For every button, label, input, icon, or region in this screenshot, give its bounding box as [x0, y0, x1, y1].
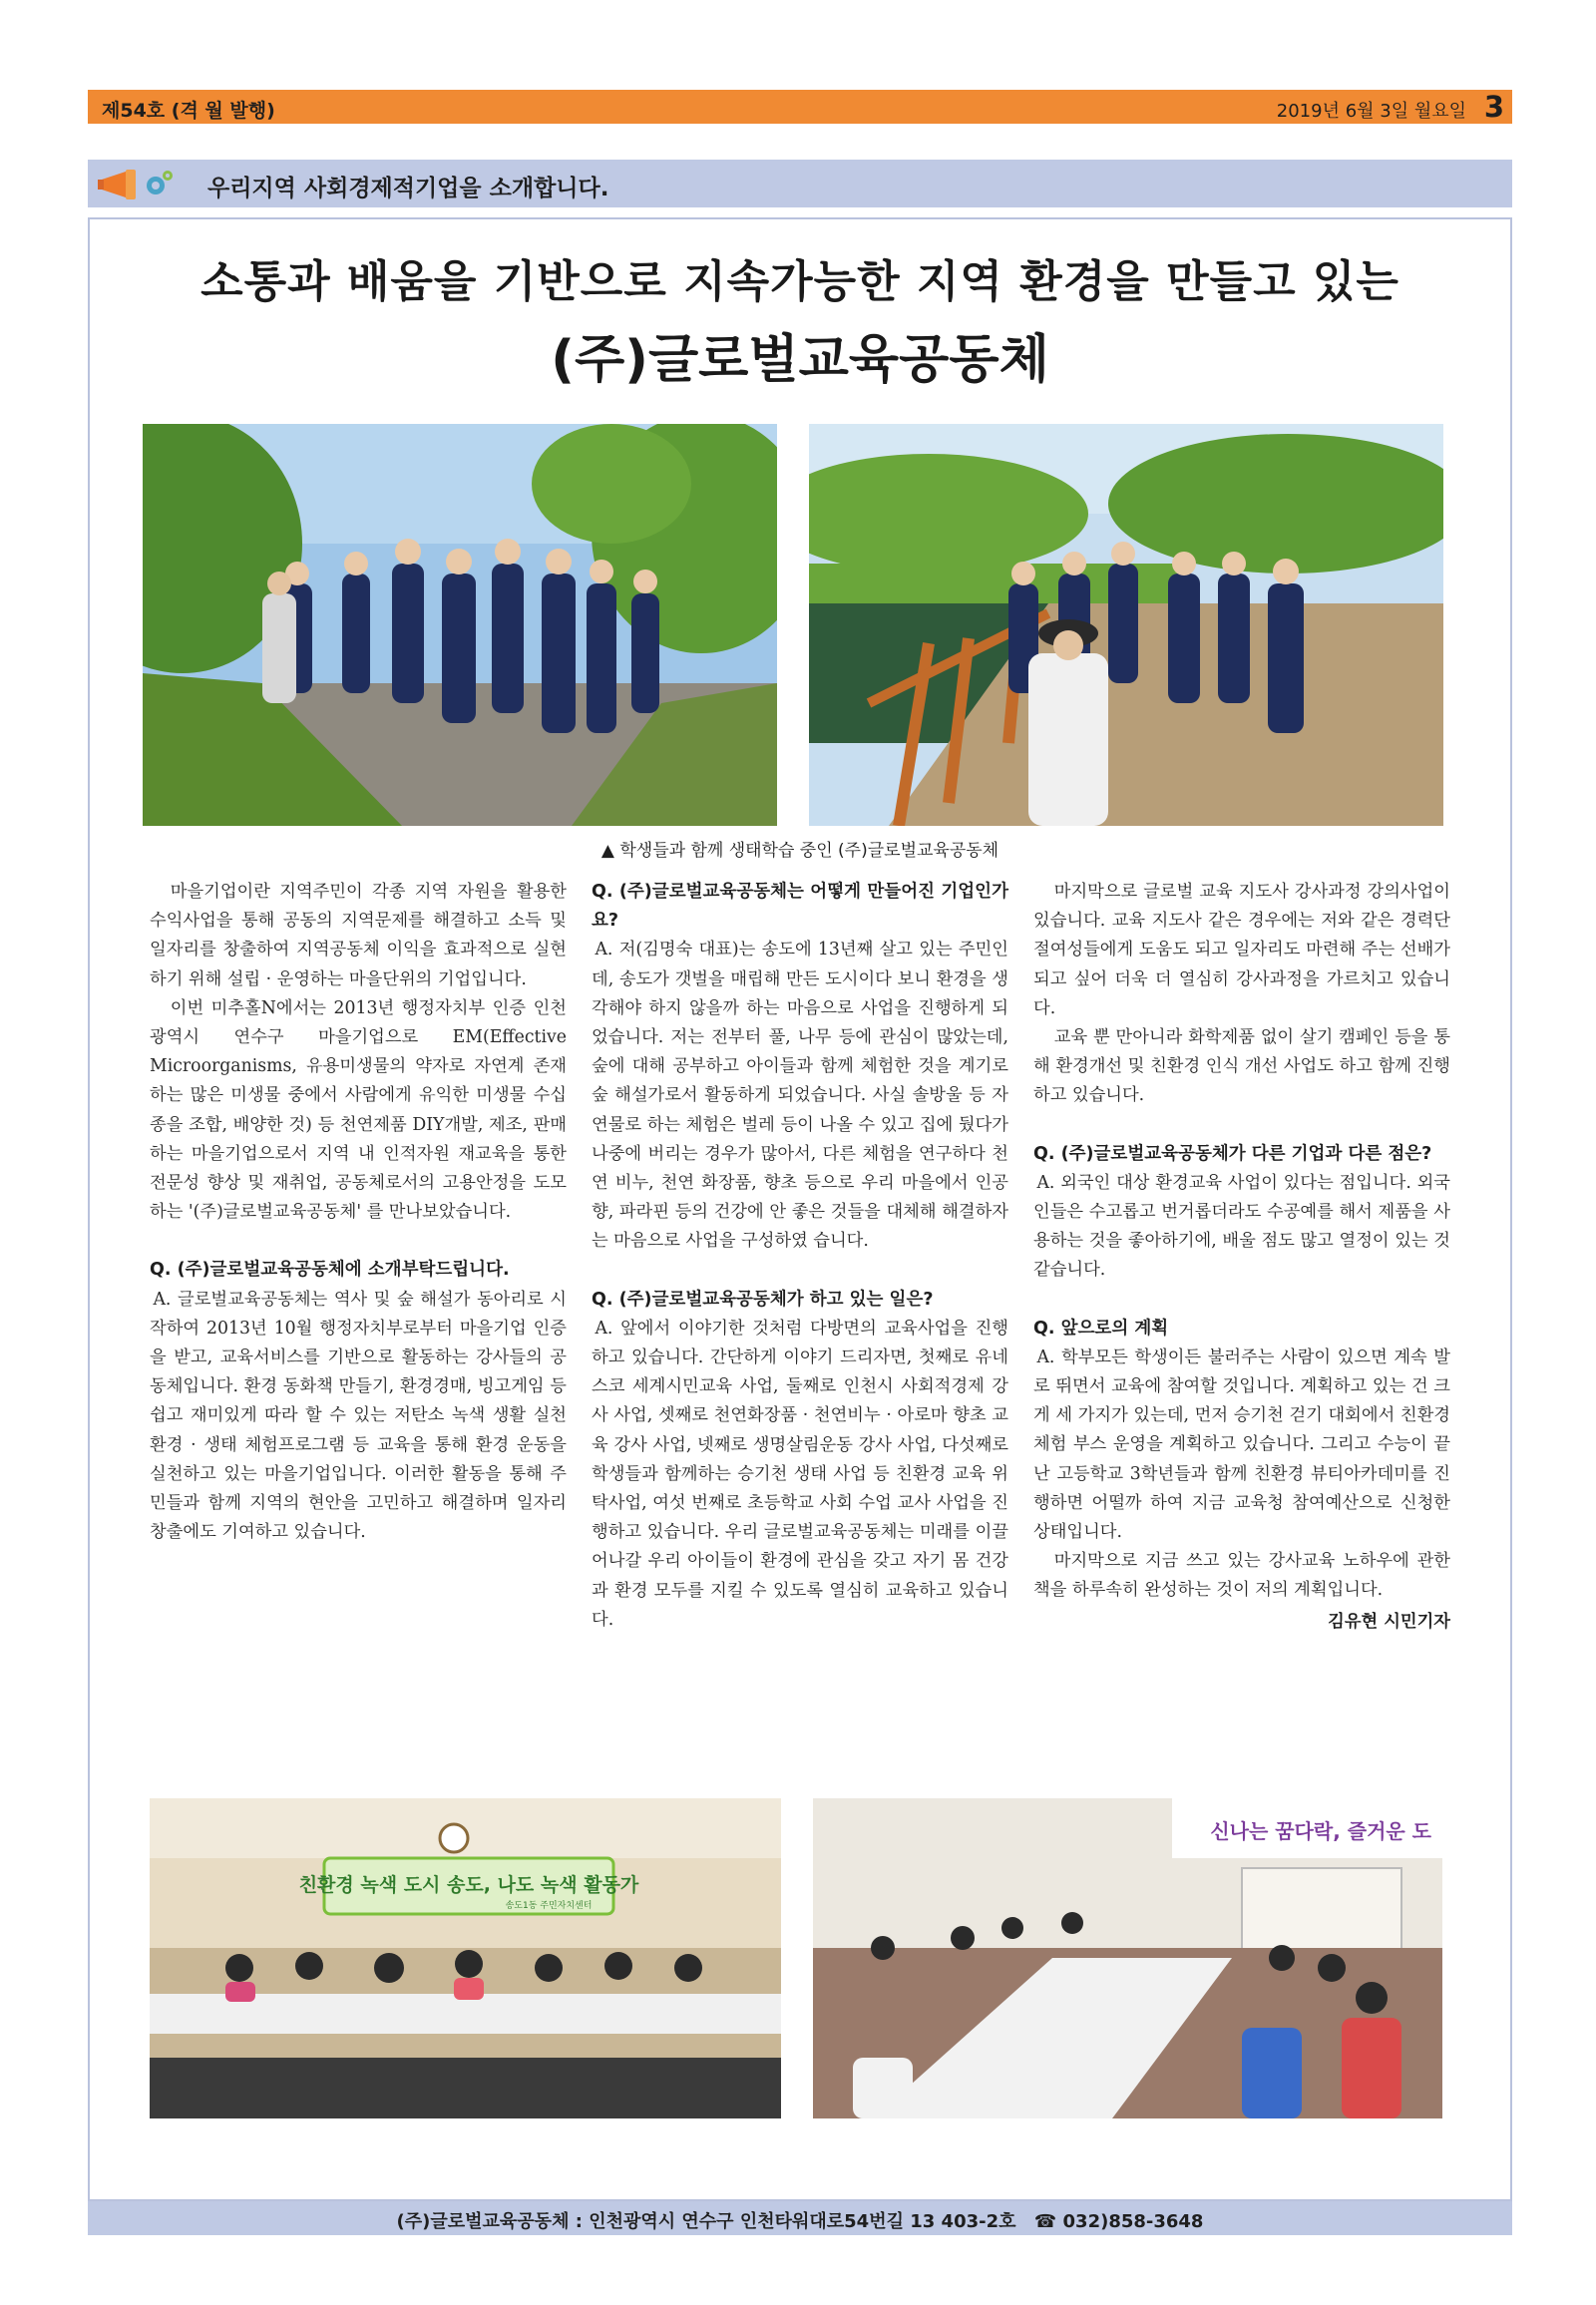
section-title: 우리지역 사회경제적기업을 소개합니다. [207, 176, 609, 201]
article-column-3 [1033, 878, 1450, 1637]
banner-subtext: 송도1동 주민자치센터 [505, 1901, 593, 1911]
banner-text: 친환경 녹색 도시 송도, 나도 녹색 활동가 [298, 1874, 639, 1896]
question-3: Q. (주)글로벌교육공동체가 하고 있는 일은? [592, 1289, 934, 1310]
footer-contact-bar [88, 2201, 1512, 2235]
photo-kids-classroom [813, 1798, 1442, 2118]
answer-5: A. 학부모든 학생이든 불러주는 사람이 있으면 계속 발로 뛰면서 교육에 참여할 것입니다. 계획하고 있는 건 크게 세 가지가 있는데, 먼저 승기천 걷기 대회에서 친환경 체험 부스 운영을 계획하고 있습니다. 그리고 수능이 끝난 고등학교 3학년들과 함께 친환경 뷰티아카데미를 진행하면 어떨까 하여 지금 교육청 참여예산으로 신청한 상태입니다. [1033, 1346, 1450, 1543]
continued-paragraph-1: 마지막으로 글로벌 교육 지도사 강사과정 강의사업이 있습니다. 교육 지도사 같은 경우에는 저와 같은 경력단절여성들에게 도움도 되고 일자리도 마련해 주는 선배가 되고 싶어 더욱 더 열심히 강사과정을 가르치고 있습니다. [1033, 882, 1450, 1018]
issue-number: 제54호 (격 월 발행) [102, 100, 275, 122]
intro-paragraph-1: 마을기업이란 지역주민이 각종 지역 자원을 활용한 수익사업을 통해 공동의 지역문제를 해결하고 소득 및 일자리를 창출하여 지역공동체 이익을 효과적으로 실현하기 위해 설립 · 운영하는 마을단위의 기업입니다. [150, 882, 567, 989]
question-4: Q. (주)글로벌교육공동체가 다른 기업과 다른 점은? [1033, 1143, 1432, 1164]
question-2: Q. (주)글로벌교육공동체는 어떻게 만들어진 기업인가요? [592, 882, 1008, 932]
intro-paragraph-2: 이번 미추홀N에서는 2013년 행정자치부 인증 인천광역시 연수구 마을기업으로 EM(Effective Microorganisms, 유용미생물의 약자로 자연계 존재하는 많은 미생물 중에서 사람에게 유익한 미생물 수십종을 조합, 배양한 것) 등 천연제품 DIY개발, 제조, 판매하는 마을기업으로서 지역 내 인적자원 재교육을 통한 전문성 향상 및 재취업, 공동체로서의 고용안정을 도모하는 '(주)글로벌교육공동체' 를 만나보았습니다. [150, 997, 567, 1223]
answer-3: A. 앞에서 이야기한 것처럼 다방면의 교육사업을 진행하고 있습니다. 간단하게 이야기 드리자면, 첫째로 유네스코 세계시민교육 사업, 둘째로 인천시 사회적경제 강사 사업, 셋째로 천연화장품 · 천연비누 · 아로마 향초 교육 강사 사업, 넷째로 생명살림운동 강사 사업, 다섯째로 학생들과 함께하는 승기천 생태 사업 등 친환경 교육 위탁사업, 여섯 번째로 초등학교 사회 수업 교사 사업을 진행하고 있습니다. 우리 글로벌교육공동체는 미래를 이끌어나갈 우리 아이들이 환경에 관심을 갖고 자기 몸 건강과 환경 모두를 지킬 수 있도록 열심히 교육하고 있습니다. [592, 1318, 1008, 1630]
footer-phone: 032)858-3648 [1062, 2211, 1204, 2232]
photo-caption: ▲ 학생들과 함께 생태학습 중인 (주)글로벌교육공동체 [600, 841, 999, 861]
banner2-text: 신나는 꿈다락, 즐거운 도 [1210, 1819, 1431, 1843]
page-header-bar [88, 90, 1512, 124]
megaphone-icon [96, 164, 176, 205]
article-column-2 [592, 878, 1008, 1635]
question-5: Q. 앞으로의 계획 [1033, 1318, 1169, 1339]
photo-students-bridge [809, 424, 1443, 826]
answer-2: A. 저(김명숙 대표)는 송도에 13년째 살고 있는 주민인데, 송도가 갯벌을 매립해 만든 도시이다 보니 환경을 생각해야 하지 않을까 하는 마음으로 사업을 진행하게 되었습니다. 저는 전부터 풀, 나무 등에 관심이 많았는데, 숲에 대해 공부하고 아이들과 함께 체험한 것을 계기로 숲 해설가로서 활동하게 되었습니다. 사실 솔방울 등 자연물로 하는 체험은 벌레 등이 나올 수 있고 집에 뒀다가 나중에 버리는 경우가 많아서, 다른 체험을 연구하다 천연 비누, 천연 화장품, 향초 등으로 우리 마을에서 인공 향, 파라핀 등의 건강에 안 좋은 것들을 대체해 해결하자는 마음으로 사업을 구성하였 습니다. [592, 940, 1008, 1252]
page-number: 3 [1483, 90, 1504, 124]
publish-date: 2019년 6월 3일 월요일 [1276, 101, 1466, 122]
photo-students-path [143, 424, 777, 826]
section-header [88, 160, 1512, 207]
footer-address: (주)글로벌교육공동체 : 인천광역시 연수구 인천타워대로54번길 13 403-2호 [396, 2211, 1016, 2232]
question-1: Q. (주)글로벌교육공동체에 소개부탁드립니다. [150, 1260, 510, 1281]
reporter-byline: 김유현 시민기자 [1328, 1611, 1450, 1632]
phone-icon: ☎ [1033, 2211, 1057, 2232]
photo-classroom-banner [150, 1798, 781, 2118]
article-column-1 [150, 878, 567, 1547]
answer-1: A. 글로벌교육공동체는 역사 및 숲 해설가 동아리로 시작하여 2013년 10월 행정자치부로부터 마을기업 인증을 받고, 교육서비스를 기반으로 활동하는 강사들의 공동체입니다. 환경 동화책 만들기, 환경경매, 빙고게임 등 쉽고 재미있게 따라 할 수 있는 저탄소 녹색 생활 실천 환경 · 생태 체험프로그램 등 교육을 통해 환경 운동을 실천하고 있는 마을기업입니다. 이러한 활동을 통해 주민들과 함께 지역의 현안을 고민하고 해결하며 일자리 창출에도 기여하고 있습니다. [150, 1289, 567, 1543]
continued-paragraph-2: 교육 뿐 만아니라 화학제품 없이 살기 캠페인 등을 통해 환경개선 및 친환경 인식 개선 사업도 하고 함께 진행하고 있습니다. [1033, 1027, 1450, 1106]
answer-4: A. 외국인 대상 환경교육 사업이 있다는 점입니다. 외국인들은 수고롭고 번거롭더라도 수공예를 해서 제품을 사용하는 것을 좋아하기에, 배울 점도 많고 열정이 있는 것 같습니다. [1033, 1172, 1450, 1281]
headline-line1: 소통과 배움을 기반으로 지속가능한 지역 환경을 만들고 있는 [200, 256, 1399, 307]
closing-paragraph: 마지막으로 지금 쓰고 있는 강사교육 노하우에 관한 책을 하루속히 완성하는 것이 저의 계획입니다. [1033, 1551, 1450, 1601]
headline-line2: (주)글로벌교육공동체 [551, 330, 1049, 390]
